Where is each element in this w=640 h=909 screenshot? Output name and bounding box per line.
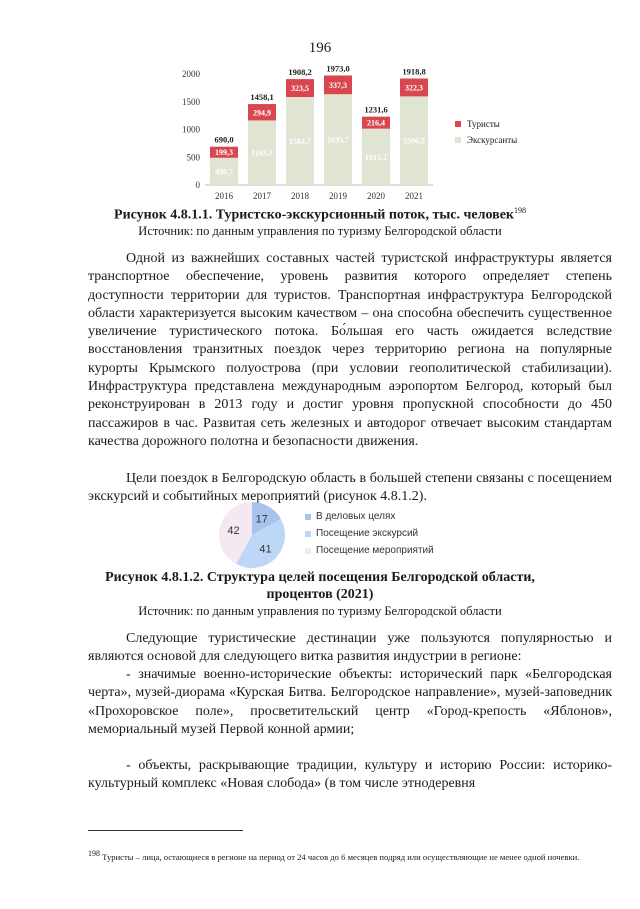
y-tick-label: 1000 — [182, 124, 200, 135]
visit-goals-pie-chart — [217, 500, 287, 570]
footnote-divider — [88, 830, 243, 831]
legend-swatch-events — [305, 548, 311, 554]
data-label-total: 1918,8 — [402, 66, 426, 77]
pie-slice-label: 17 — [255, 513, 268, 526]
pie-slice-label: 42 — [227, 525, 240, 538]
figure2-source: Источник: по данным управления по туризму Белгородской области — [138, 604, 502, 618]
legend-label-events: Посещение мероприятий — [316, 545, 434, 556]
pie-chart-legend — [305, 508, 434, 559]
data-label-excursionists: 1584,7 — [289, 137, 311, 147]
y-tick-label: 0 — [195, 180, 200, 190]
legend-item-tourists — [455, 119, 517, 129]
data-label-tourists: 199,3 — [215, 148, 233, 158]
data-label-total: 690,0 — [214, 134, 234, 145]
data-label-total: 1908,2 — [288, 67, 312, 78]
data-label-excursionists: 1163,2 — [251, 148, 273, 158]
x-tick-label: 2016 — [215, 191, 233, 201]
legend-swatch-excursionists — [455, 137, 461, 143]
y-tick-label: 1500 — [182, 96, 200, 107]
legend-label-business: В деловых целях — [316, 511, 396, 522]
data-label-tourists: 337,3 — [329, 80, 347, 90]
data-label-excursionists: 490,7 — [215, 167, 233, 177]
legend-swatch-business — [305, 514, 311, 520]
x-tick-label: 2017 — [253, 191, 271, 201]
y-tick-label: 2000 — [182, 69, 200, 79]
paragraph-military-sites: - значимые военно-исторические объекты: исторический парк «Белгородская черта», музей-диорама «Курская Битва. Белгородское направление», музей-заповедник «Прохоровское поле», просветительский центр «Город-крепость «Яблонов», мемориальный музей Первой конной армии; — [88, 667, 612, 737]
legend-item-events — [305, 542, 434, 559]
page-number: 196 — [308, 40, 332, 56]
figure1-title-text: . Туристско-экскурсионный поток, тыс. человек — [208, 207, 514, 223]
footnote-text: Туристы – лица, остающиеся в регионе на период от 24 часов до 6 месяцев подряд или осуществляющие не менее одной ночевки. — [100, 851, 580, 862]
legend-label-excursions: Посещение экскурсий — [316, 528, 419, 539]
data-label-total: 1231,6 — [364, 104, 388, 115]
bar-chart-legend — [455, 119, 517, 151]
figure1-source: Источник: по данным управления по туризму Белгородской области — [138, 224, 502, 238]
x-tick-label: 2020 — [367, 191, 385, 201]
legend-swatch-tourists — [455, 121, 461, 127]
data-label-tourists: 323,5 — [291, 84, 309, 94]
legend-swatch-excursions — [305, 531, 311, 537]
paragraph-transport: Одной из важнейших составных частей туристской инфраструктуры является транспортное обеспечение, уровень развития которого определяет степень доступности территории для туристов. Транспортная инфраструктура Белгородской области характеризуется высоким качеством – она способна обеспечить существенное увеличение туристического потока. Бо́льшая его часть ожидается вследствие восстановления транзитных поездок через территорию региона на популярные курорты Крымского полуострова (при условии геополитической стабилизации). Инфраструктура представлена международным аэропортом Белгород, который был реконструирован в 2013 году и достиг уровня пропускной способности до 450 пассажиров в час. Развитая сеть железных и автодорог отвечает высоким стандартам качества дорожного полотна и безопасности движения. — [88, 251, 612, 449]
footnote-reference: 198 — [513, 206, 526, 215]
tourist-flow-bar-chart — [170, 64, 450, 204]
legend-label-tourists: Туристы — [467, 119, 500, 129]
figure1-number: Рисунок 4.8.1.1 — [114, 207, 209, 223]
paragraph-destinations: Следующие туристические дестинации уже пользуются популярностью и являются основой для следующего витка развития индустрии в регионе: — [88, 631, 612, 665]
data-label-total: 1973,0 — [326, 64, 350, 74]
figure2-number: Рисунок 4.8.1.2 — [105, 570, 200, 585]
data-label-tourists: 294,9 — [253, 108, 271, 118]
data-label-excursionists: 1596,5 — [403, 136, 425, 146]
legend-item-excursions — [305, 525, 434, 542]
x-tick-label: 2021 — [405, 191, 423, 201]
x-tick-label: 2019 — [329, 191, 347, 201]
paragraph-cultural-sites: - объекты, раскрывающие традиции, культуру и историю России: историко-культурный комплекс «Новая слобода» (в том числе этнодеревня — [88, 758, 612, 792]
footnote-number: 198 — [88, 849, 100, 858]
footnote — [88, 848, 612, 863]
legend-label-excursionists: Экскурсанты — [467, 135, 518, 145]
legend-item-business — [305, 508, 434, 525]
legend-item-excursionists — [455, 135, 517, 145]
figure2-title-text: . Структура целей посещения Белгородской области, — [199, 570, 535, 585]
paragraph-goals: Цели поездок в Белгородскую область в большей степени связаны с посещением экскурсий и событийных мероприятий (рисунок 4.8.1.2). — [88, 471, 612, 505]
data-label-excursionists: 1015,2 — [365, 152, 387, 162]
x-tick-label: 2018 — [291, 191, 309, 201]
pie-slice-label: 41 — [259, 543, 272, 556]
y-tick-label: 500 — [186, 152, 200, 163]
data-label-tourists: 216,4 — [367, 118, 385, 128]
figure2-title — [0, 570, 640, 586]
data-label-excursionists: 1635,7 — [327, 135, 349, 145]
figure1-title — [0, 206, 640, 224]
figure2-title-line2: процентов (2021) — [266, 587, 374, 602]
data-label-tourists: 322,3 — [405, 83, 423, 93]
data-label-total: 1458,1 — [250, 92, 274, 103]
